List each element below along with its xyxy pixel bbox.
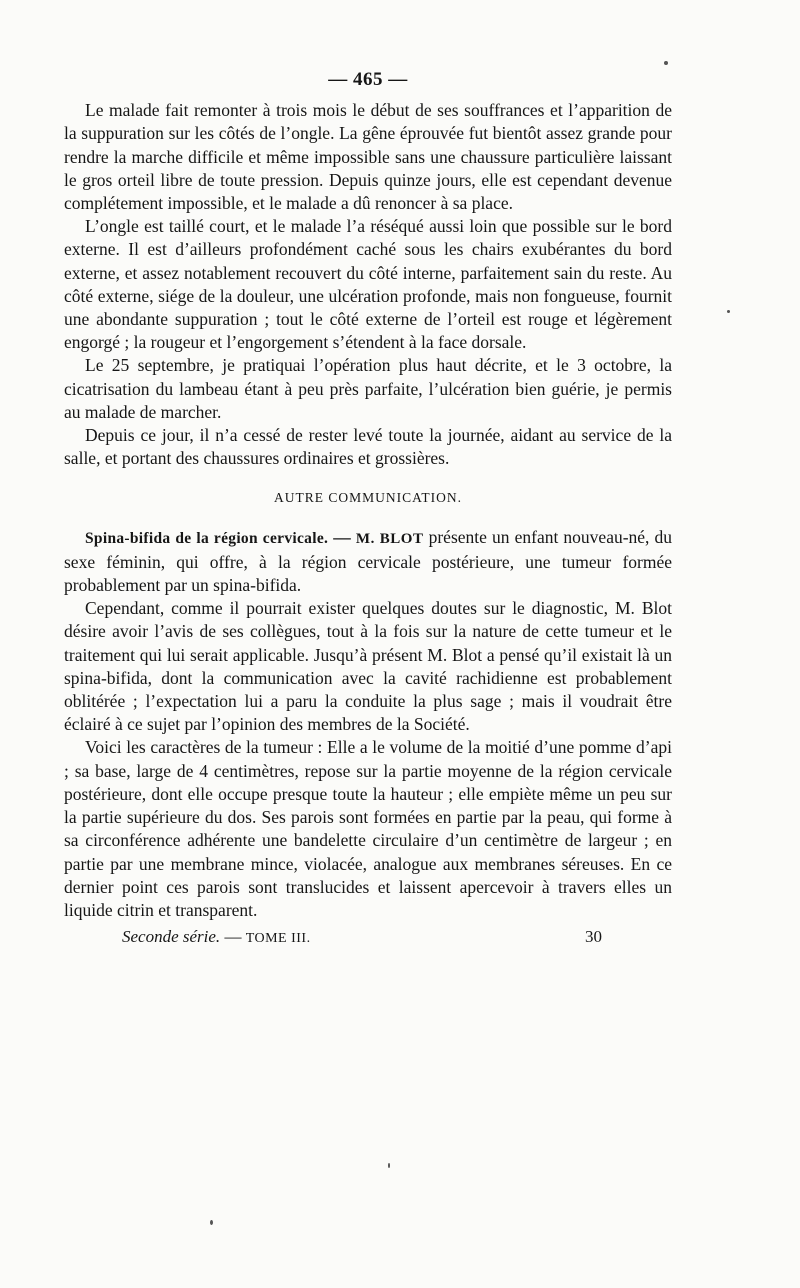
page-footer: [64, 925, 672, 950]
page-body: [64, 68, 672, 950]
footer-series: [122, 925, 311, 950]
footer-series-label: Seconde série.: [122, 927, 221, 947]
lead-text: présente un enfant nouveau-né, du sexe féminin, qui offre, à la région cervicale postérieure, une tumeur formée probablement par un spina-bifida.: [64, 526, 673, 596]
scan-speck: [727, 310, 730, 313]
lead-paragraph: [64, 526, 672, 598]
section-heading: AUTRE COMMUNICATION.: [274, 490, 462, 506]
paragraph: L’ongle est taillé court, et le malade l’a réséqué aussi loin que possible sur le bord externe. Il est d’ailleurs profondément caché sous les chairs exubérantes du bord externe, et assez notablement recouvert du côté interne, parfaitement sain du reste. Au côté externe, siége de la douleur, une ulcération profonde, mais non fongueuse, fournit une abondante suppuration ; tout le côté externe de l’orteil est rouge et légèrement engorgé ; la rougeur et l’engorgement s’étendent à la face dorsale.: [64, 216, 672, 353]
footer-signature: 30: [585, 927, 602, 947]
lead-separator: —: [333, 526, 351, 547]
paragraph: Le 25 septembre, je pratiquai l’opération plus haut décrite, et le 3 octobre, la cicatrisation du lambeau étant à peu près parfaite, l’ulcération bien guérie, je permis au malade de marcher.: [64, 355, 672, 422]
scan-speck: [388, 1163, 390, 1168]
scan-speck: [210, 1220, 213, 1225]
paragraph: Depuis ce jour, il n’a cessé de rester levé toute la journée, aidant au service de la salle, et portant des chaussures ordinaires et grossières.: [64, 425, 672, 469]
footer-separator: —: [224, 927, 242, 947]
lead-author: M. BLOT: [355, 530, 424, 547]
paragraph: Cependant, comme il pourrait exister quelques doutes sur le diagnostic, M. Blot désire avoir l’avis de ses collègues, tout à la fois sur la nature de cette tumeur et le traitement qui lui serait applicable. Jusqu’à présent M. Blot a pensé qu’il existait là un spina-bifida, dont la communication avec la cavité rachidienne est probablement oblitérée ; l’expectation lui a paru la conduite la plus sage ; mais il voudrait être éclairé à ce sujet par l’opinion des membres de la Société.: [64, 598, 672, 735]
paragraph: Le malade fait remonter à trois mois le début de ses souffrances et l’apparition de la suppuration sur les côtés de l’ongle. La gêne éprouvée fut bientôt assez grande pour rendre la marche difficile et même impossible sans une chaussure particulière laissant le gros orteil libre de toute pression. Depuis quinze jours, elle est cependant devenue complétement impossible, et le malade a dû renoncer à sa place.: [64, 100, 672, 214]
lead-title: Spina-bifida de la région cervicale.: [85, 529, 329, 547]
footer-tome: TOME III.: [245, 931, 311, 947]
page-number: — 465 —: [328, 69, 408, 90]
scan-speck: [664, 61, 668, 65]
paragraph: Voici les caractères de la tumeur : Elle a le volume de la moitié d’une pomme d’api ; sa base, large de 4 centimètres, repose sur la partie moyenne de la région cervicale postérieure, dont elle occupe presque toute la hauteur ; elle empiète même un peu sur la partie supérieure du dos. Ses parois sont formées en partie par la peau, qui forme à sa circonférence adhérente une bandelette circulaire d’un centimètre de largeur ; en partie par une membrane mince, violacée, analogue aux membranes séreuses. En ce dernier point ces parois sont translucides et laissent apercevoir à travers elles un liquide citrin et transparent.: [64, 737, 672, 920]
